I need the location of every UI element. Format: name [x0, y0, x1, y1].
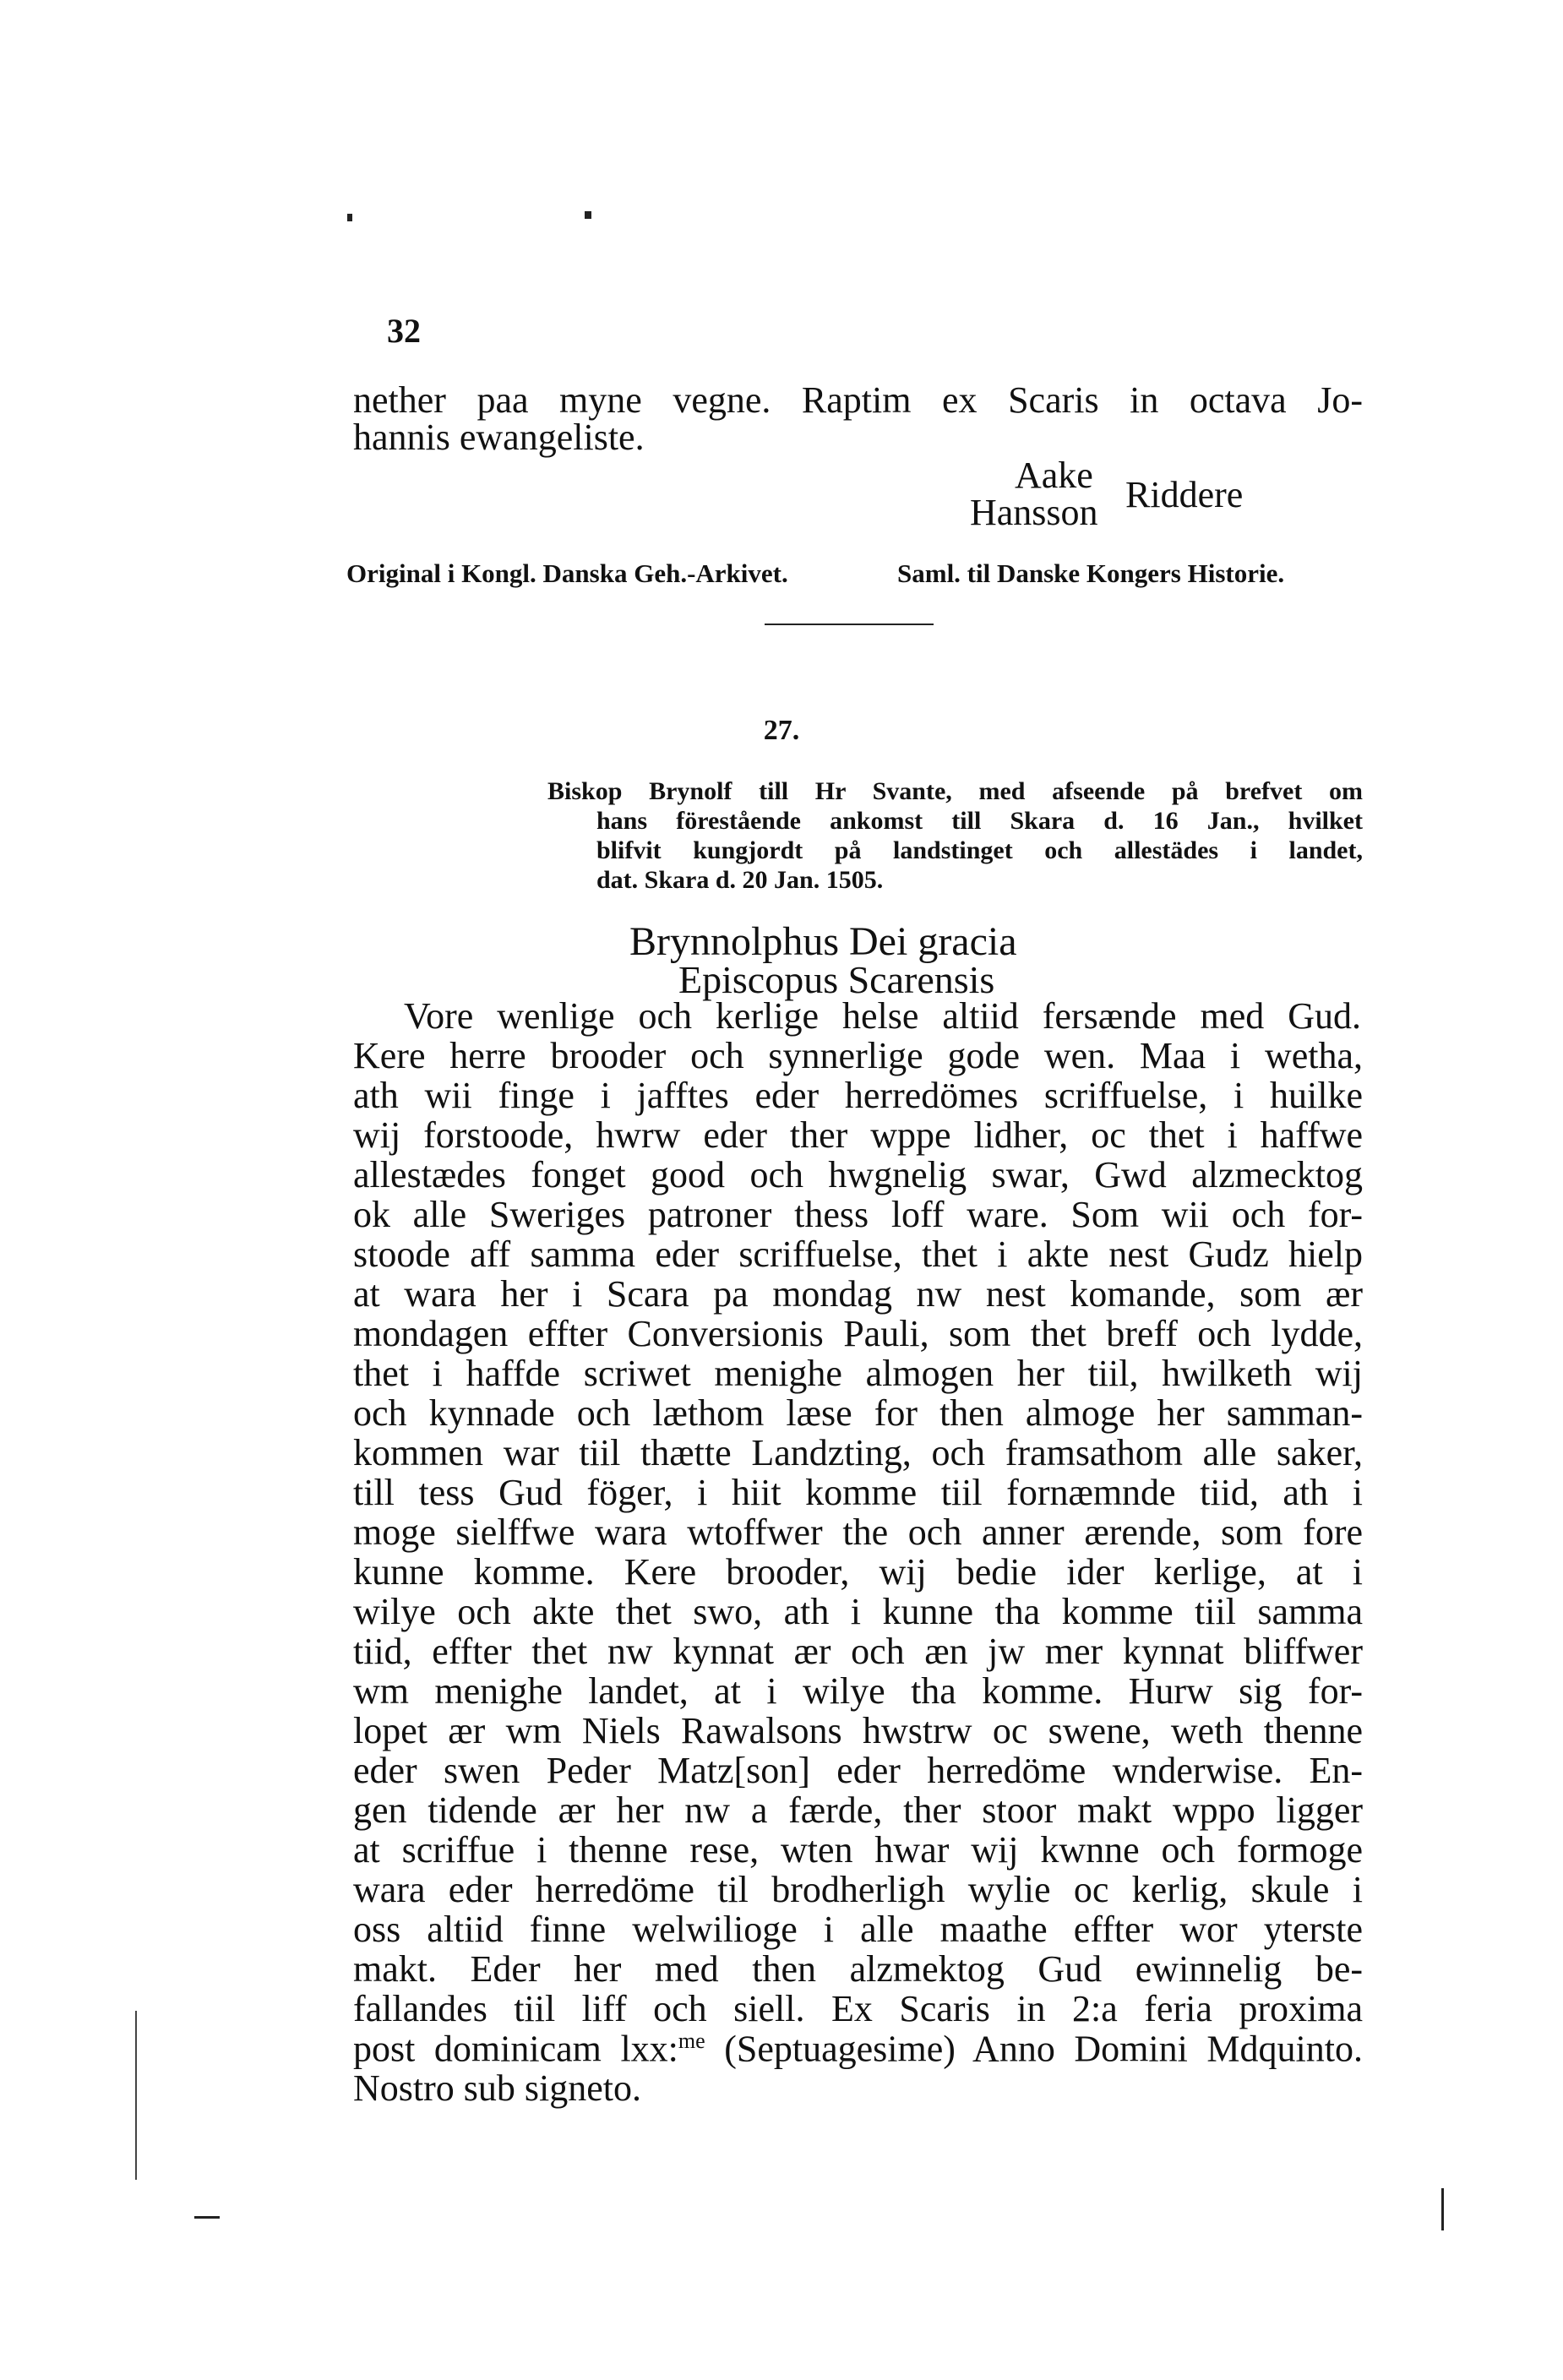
body-line-15: kunne komme. Kere brooder, wij bedie ider kerlige, at i: [353, 1551, 1363, 1593]
scan-speck: [194, 2216, 220, 2219]
body-line-12: kommen war tiil thætte Landzting, och framsathom alle saker,: [353, 1432, 1363, 1473]
body-line-22: at scriffue i thenne rese, wten hwar wij kwnne och formoge: [353, 1829, 1363, 1871]
summary-line-3: blifvit kungjordt på landstinget och allestädes i landet,: [596, 836, 1363, 864]
signature-title: Riddere: [1125, 474, 1244, 515]
body-line-17: tiid, effter thet nw kynnat ær och æn jw mer kynnat bliffwer: [353, 1631, 1363, 1672]
summary-line-2: hans förestående ankomst till Skara d. 16 Jan., hvilket: [596, 807, 1363, 835]
last-line-end: (Septuagesime) Anno Domini Mdquinto.: [705, 2028, 1363, 2070]
body-line-24: oss altiid finne welwilioge i alle maathe effter wor yterste: [353, 1909, 1363, 1950]
source-note-archive: Original i Kongl. Danska Geh.-Arkivet.: [346, 558, 788, 588]
scan-speck: [1441, 2188, 1444, 2230]
body-line-6: ok alle Sweriges patroner thess loff ware. Som wii och for-: [353, 1194, 1363, 1235]
scan-margin-bar: [135, 2011, 137, 2180]
salutation-line-1: Brynnolphus Dei gracia: [629, 919, 1017, 964]
scan-speck: [585, 211, 591, 219]
letter-number: 27.: [763, 715, 800, 746]
last-line-superscript: me: [678, 2029, 705, 2053]
body-line-19: lopet ær wm Niels Rawalsons hwstrw oc swene, weth thenne: [353, 1710, 1363, 1751]
body-line-25: makt. Eder her med then alzmektog Gud ewinnelig be-: [353, 1948, 1363, 1990]
body-line-27: [353, 2030, 1363, 2068]
body-line-11: och kynnade och læthom læse for then almoge her samman-: [353, 1392, 1363, 1434]
closing-line: Nostro sub signeto.: [353, 2067, 641, 2109]
prev-closing-line-1: nether paa myne vegne. Raptim ex Scaris in octava Jo-: [353, 379, 1363, 421]
page-number: 32: [387, 312, 421, 350]
body-line-10: thet i haffde scriwet menighe almogen her tiil, hwilketh wij: [353, 1353, 1363, 1394]
body-line-5: allestædes fonget good och hwgnelig swar, Gwd alzmecktog: [353, 1154, 1363, 1195]
body-line-13: till tess Gud föger, i hiit komme tiil fornæmnde tiid, ath i: [353, 1472, 1363, 1513]
body-line-26: fallandes tiil liff och siell. Ex Scaris in 2:a feria proxima: [353, 1988, 1363, 2029]
last-line-start: post dominicam lxx:: [353, 2028, 678, 2070]
body-line-14: moge sielffwe wara wtoffwer the och anner ærende, som fore: [353, 1511, 1363, 1553]
body-line-4: wij forstoode, hwrw eder ther wppe lidher, oc thet i haffwe: [353, 1114, 1363, 1156]
prev-closing-line-2: hannis ewangeliste.: [353, 417, 645, 458]
body-line-8: at wara her i Scara pa mondag nw nest komande, som ær: [353, 1273, 1363, 1315]
source-note-collection: Saml. til Danske Kongers Historie.: [897, 558, 1285, 588]
body-line-21: gen tidende ær her nw a færde, ther stoor makt wppo ligger: [353, 1789, 1363, 1831]
body-line-18: wm menighe landet, at i wilye tha komme. Hurw sig for-: [353, 1670, 1363, 1712]
summary-line-1: Biskop Brynolf till Hr Svante, med afseende på brefvet om: [547, 777, 1363, 805]
body-line-2: Kere herre brooder och synnerlige gode wen. Maa i wetha,: [353, 1035, 1363, 1076]
body-line-16: wilye och akte thet swo, ath i kunne tha komme tiil samma: [353, 1591, 1363, 1632]
body-line-7: stoode aff samma eder scriffuelse, thet i akte nest Gudz hielp: [353, 1234, 1363, 1275]
body-line-3: ath wii finge i jafftes eder herredömes scriffuelse, i huilke: [353, 1075, 1363, 1116]
salutation-line-2: Episcopus Scarensis: [678, 958, 995, 1001]
section-divider: [765, 624, 934, 625]
summary-line-4: dat. Skara d. 20 Jan. 1505.: [596, 866, 884, 894]
signature-first-name: Aake: [1015, 455, 1093, 496]
signature-last-name: Hansson: [970, 492, 1098, 533]
body-line-20: eder swen Peder Matz[son] eder herredöme wnderwise. En-: [353, 1750, 1363, 1791]
body-line-1: Vore wenlige och kerlige helse altiid fersænde med Gud.: [404, 995, 1361, 1037]
scan-speck: [347, 214, 352, 221]
body-line-9: mondagen effter Conversionis Pauli, som thet breff och lydde,: [353, 1313, 1363, 1354]
body-line-23: wara eder herredöme til brodherligh wylie oc kerlig, skule i: [353, 1869, 1363, 1910]
